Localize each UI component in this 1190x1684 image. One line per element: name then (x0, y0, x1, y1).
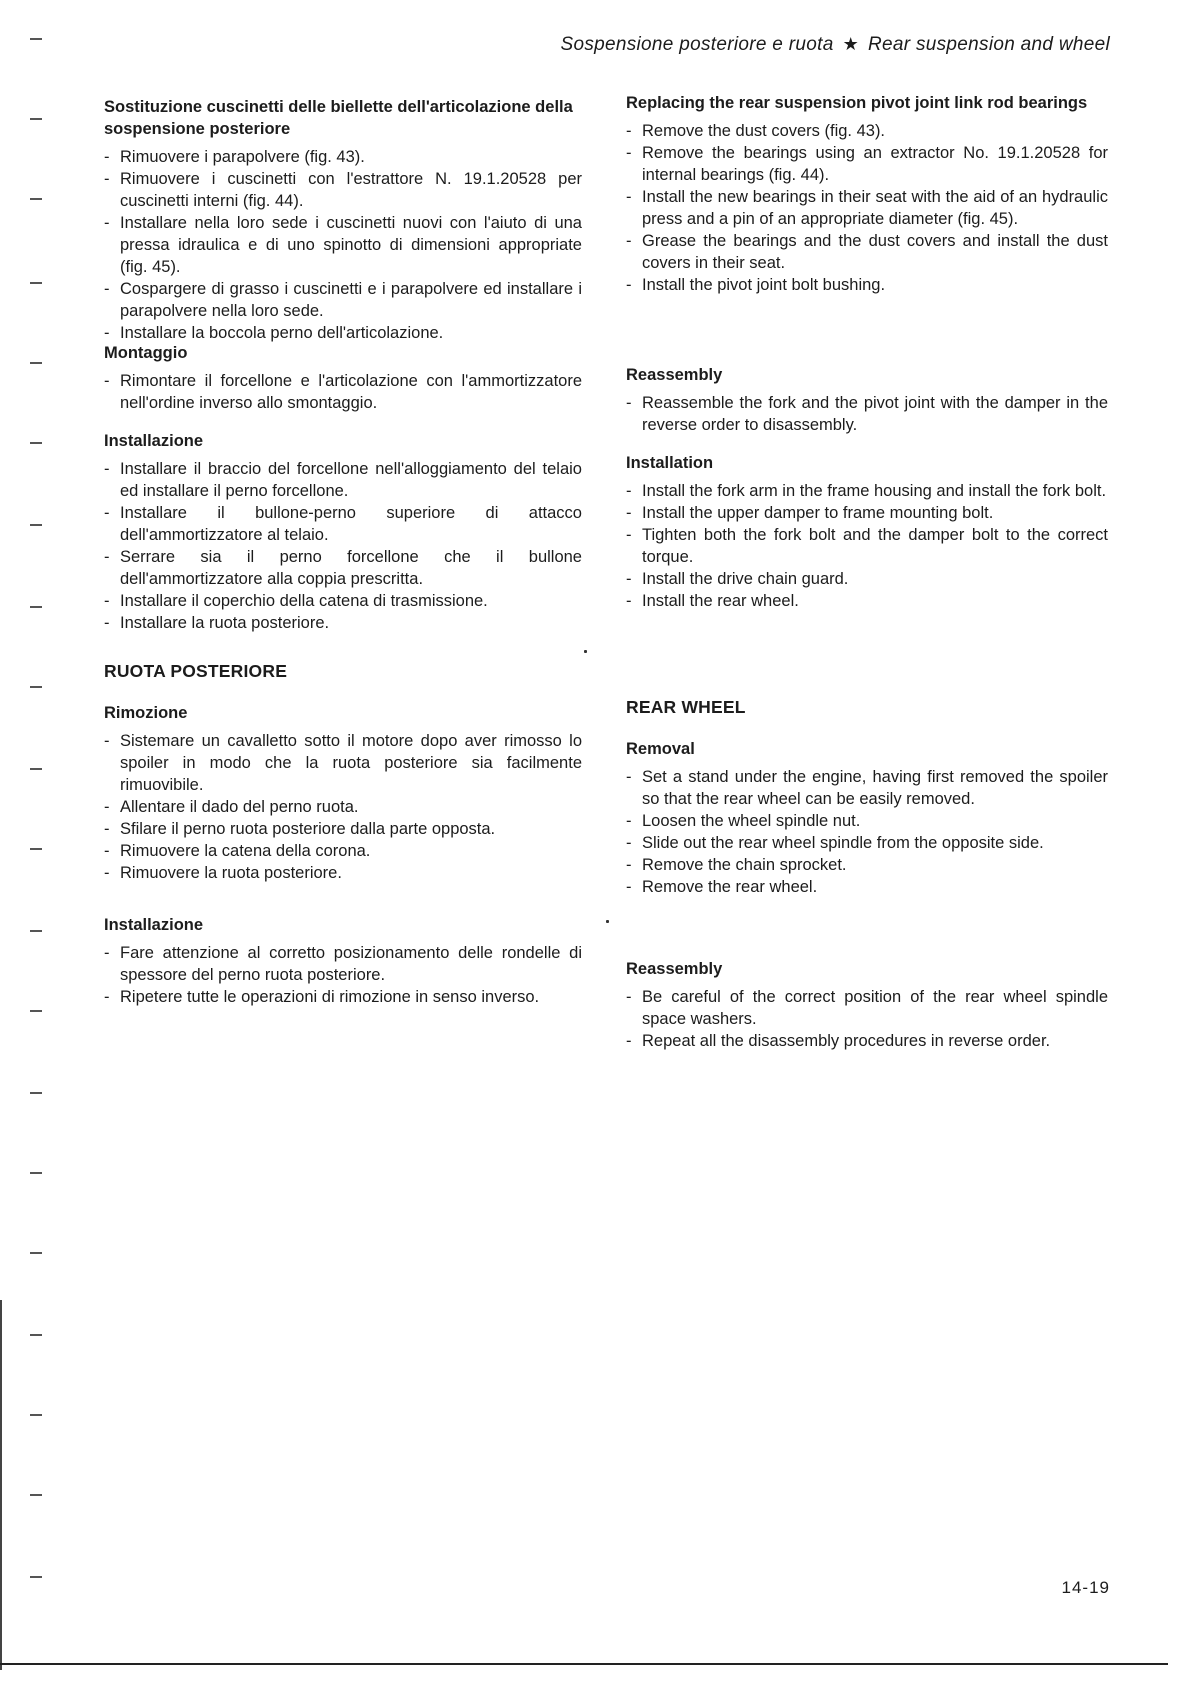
list-item: - Tighten both the fork bolt and the damper bolt to the correct torque. (626, 524, 1108, 568)
margin-mark (30, 1414, 42, 1416)
section-reassembly-en (626, 364, 1108, 436)
list-item: - Sfilare il perno ruota posteriore dalla parte opposta. (104, 818, 582, 840)
wheel-title-en (626, 696, 1108, 718)
list-item: - Rimuovere la catena della corona. (104, 840, 582, 862)
list-item: - Rimuovere i parapolvere (fig. 43). (104, 146, 582, 168)
star-icon: ★ (842, 34, 859, 54)
list-item: - Install the new bearings in their seat with the aid of an hydraulic press and a pin of an appropriate diameter (fig. 45). (626, 186, 1108, 230)
step-list (626, 766, 1108, 898)
margin-mark (30, 1172, 42, 1174)
header-english-title: Rear suspension and wheel (868, 34, 1110, 55)
header-italian-title: Sospensione posteriore e ruota (560, 34, 834, 55)
list-item: - Set a stand under the engine, having first removed the spoiler so that the rear wheel can be easily removed. (626, 766, 1108, 810)
chapter-heading: REAR WHEEL (626, 697, 746, 717)
list-item: - Cospargere di grasso i cuscinetti e i parapolvere ed installare i parapolvere nella loro sede. (104, 278, 582, 322)
chapter-heading: RUOTA POSTERIORE (104, 661, 288, 681)
section-heading: Removal (626, 740, 695, 758)
section-wheel-installation-it (104, 914, 582, 1008)
section-bearings-it (104, 96, 582, 344)
section-heading: Montaggio (104, 344, 188, 362)
section-heading: Replacing the rear suspension pivot joint link rod bearings (626, 94, 1088, 112)
section-removal-en (626, 738, 1108, 898)
margin-mark (30, 198, 42, 200)
list-item: - Reassemble the fork and the pivot joint with the damper in the reverse order to disassembly. (626, 392, 1108, 436)
step-list (626, 392, 1108, 436)
section-removal-it (104, 702, 582, 884)
margin-mark (30, 1576, 42, 1578)
margin-mark (30, 1334, 42, 1336)
list-item: - Install the upper damper to frame mounting bolt. (626, 502, 1108, 524)
margin-mark (30, 1092, 42, 1094)
list-item: - Allentare il dado del perno ruota. (104, 796, 582, 818)
list-item: - Install the pivot joint bolt bushing. (626, 274, 1108, 296)
list-item: - Rimontare il forcellone e l'articolazione con l'ammortizzatore nell'ordine inverso allo smontaggio. (104, 370, 582, 414)
scan-speck (606, 920, 609, 923)
list-item: - Slide out the rear wheel spindle from the opposite side. (626, 832, 1108, 854)
running-header (561, 34, 1111, 56)
section-installation-en (626, 452, 1108, 612)
list-item: - Rimuovere la ruota posteriore. (104, 862, 582, 884)
list-item: - Installare nella loro sede i cuscinetti nuovi con l'aiuto di una pressa idraulica e di uno spinotto di dimensioni appropriate (fig. 45). (104, 212, 582, 278)
margin-mark (30, 848, 42, 850)
list-item: - Installare il coperchio della catena di trasmissione. (104, 590, 582, 612)
list-item: - Rimuovere i cuscinetti con l'estrattore N. 19.1.20528 per cuscinetti interni (fig. 44). (104, 168, 582, 212)
margin-mark (30, 282, 42, 284)
margin-mark (30, 442, 42, 444)
list-item: - Remove the rear wheel. (626, 876, 1108, 898)
wheel-title-it (104, 660, 582, 682)
list-item: - Grease the bearings and the dust covers and install the dust covers in their seat. (626, 230, 1108, 274)
list-item: - Remove the dust covers (fig. 43). (626, 120, 1108, 142)
step-list (104, 942, 582, 1008)
step-list (626, 120, 1108, 296)
section-bearings-en (626, 92, 1108, 296)
section-heading: Reassembly (626, 366, 723, 384)
list-item: - Ripetere tutte le operazioni di rimozione in senso inverso. (104, 986, 582, 1008)
margin-marks (0, 0, 60, 1684)
list-item: - Remove the bearings using an extractor No. 19.1.20528 for internal bearings (fig. 44). (626, 142, 1108, 186)
step-list (104, 146, 582, 344)
list-item: - Installare la ruota posteriore. (104, 612, 582, 634)
list-item: - Install the rear wheel. (626, 590, 1108, 612)
list-item: - Repeat all the disassembly procedures in reverse order. (626, 1030, 1108, 1052)
list-item: - Remove the chain sprocket. (626, 854, 1108, 876)
list-item: - Loosen the wheel spindle nut. (626, 810, 1108, 832)
margin-mark (30, 38, 42, 40)
step-list (626, 986, 1108, 1052)
section-heading: Installazione (104, 916, 204, 934)
section-heading: Sostituzione cuscinetti delle biellette dell'articolazione della sospensione posteriore (104, 98, 573, 138)
section-reassembly-it (104, 342, 582, 414)
list-item: - Sistemare un cavalletto sotto il motore dopo aver rimosso lo spoiler in modo che la ruota posteriore sia facilmente rimuovibile. (104, 730, 582, 796)
margin-mark (30, 362, 42, 364)
list-item: - Be careful of the correct position of the rear wheel spindle space washers. (626, 986, 1108, 1030)
margin-mark (30, 606, 42, 608)
page-edge (0, 1300, 2, 1670)
list-item: - Install the drive chain guard. (626, 568, 1108, 590)
section-heading: Installazione (104, 432, 204, 450)
margin-mark (30, 524, 42, 526)
list-item: - Installare la boccola perno dell'articolazione. (104, 322, 582, 344)
section-wheel-reassembly-en (626, 958, 1108, 1052)
margin-mark (30, 1494, 42, 1496)
section-heading: Installation (626, 454, 714, 472)
list-item: - Install the fork arm in the frame housing and install the fork bolt. (626, 480, 1108, 502)
page-number: 14-19 (1061, 1578, 1110, 1597)
scan-speck (584, 650, 587, 653)
margin-mark (30, 686, 42, 688)
section-heading: Reassembly (626, 960, 723, 978)
step-list (104, 458, 582, 634)
margin-mark (30, 768, 42, 770)
list-item: - Serrare sia il perno forcellone che il bullone dell'ammortizzatore alla coppia prescritta. (104, 546, 582, 590)
list-item: - Installare il bullone-perno superiore di attacco dell'ammortizzatore al telaio. (104, 502, 582, 546)
margin-mark (30, 118, 42, 120)
margin-mark (30, 930, 42, 932)
list-item: - Fare attenzione al corretto posizionamento delle rondelle di spessore del perno ruota posteriore. (104, 942, 582, 986)
step-list (626, 480, 1108, 612)
section-heading: Rimozione (104, 704, 188, 722)
footer-rule (0, 1663, 1168, 1665)
step-list (104, 370, 582, 414)
margin-mark (30, 1252, 42, 1254)
step-list (104, 730, 582, 884)
list-item: - Installare il braccio del forcellone nell'alloggiamento del telaio ed installare il perno forcellone. (104, 458, 582, 502)
margin-mark (30, 1010, 42, 1012)
section-installation-it (104, 430, 582, 634)
